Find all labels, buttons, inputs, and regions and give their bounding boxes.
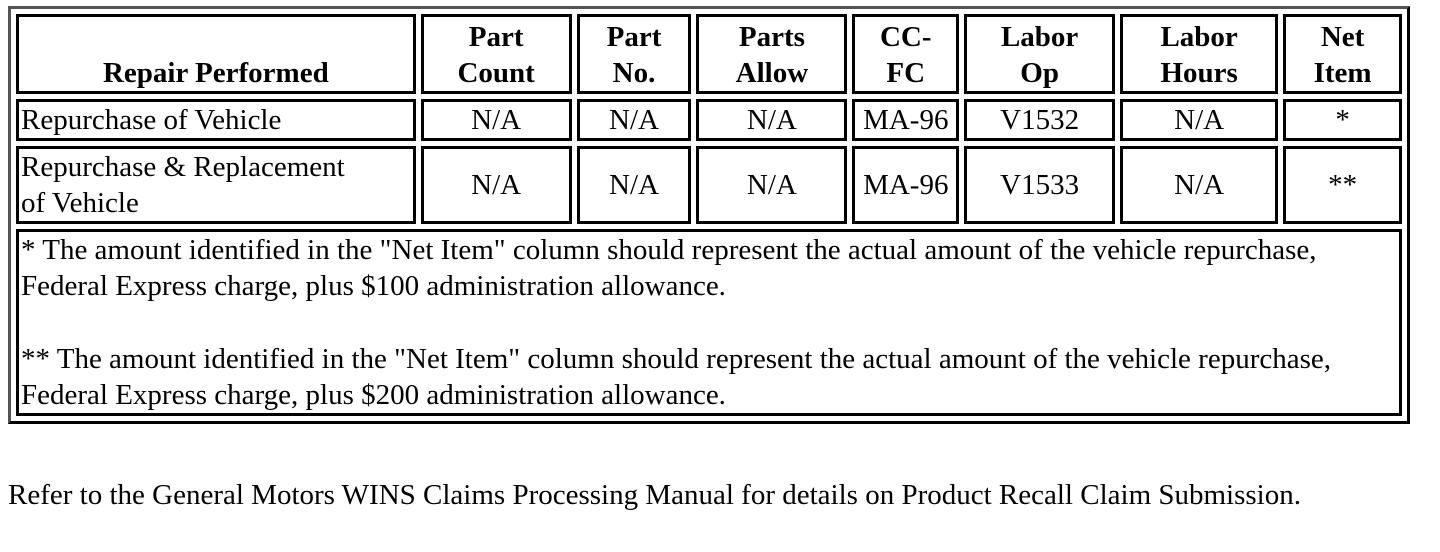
table-row [16,146,1402,224]
net-item-note-single-asterisk: * The amount identified in the "Net Item" column should represent the actual amount of the vehicle repurchase, Federal Express charge, plus $100 administration allowance. [21,234,1317,302]
header-row [16,14,1402,94]
labor-hours-cell: N/A [1120,146,1278,224]
labor-operation-table [8,6,1410,424]
header-part-no: Part No. [577,14,692,94]
header-repair-performed: Repair Performed [16,14,416,94]
notes-row [16,229,1402,416]
header-labor-op: Labor Op [964,14,1115,94]
part-count-cell: N/A [421,146,572,224]
labor-op-cell: V1533 [964,146,1115,224]
cc-fc-cell: MA-96 [852,99,959,141]
parts-allow-cell: N/A [696,99,847,141]
table-row [16,99,1402,141]
header-part-count: Part Count [421,14,572,94]
net-item-note-double-asterisk: ** The amount identified in the "Net Item" column should represent the actual amount of the vehicle repurchase, Federal Express charge, plus $200 administration allowance. [21,343,1331,411]
labor-hours-cell: N/A [1120,99,1278,141]
labor-op-cell: V1532 [964,99,1115,141]
repair-performed-cell: Repurchase of Vehicle [16,99,416,141]
net-item-cell: * [1283,99,1402,141]
repair-performed-cell: Repurchase & Replacement of Vehicle [16,146,416,224]
part-no-cell: N/A [577,146,692,224]
part-count-cell: N/A [421,99,572,141]
notes-cell [16,229,1402,416]
net-item-cell: ** [1283,146,1402,224]
header-cc-fc: CC- FC [852,14,959,94]
cc-fc-cell: MA-96 [852,146,959,224]
claims-manual-reference: Refer to the General Motors WINS Claims Processing Manual for details on Product Recall Claim Submission. [8,479,1301,511]
header-labor-hours: Labor Hours [1120,14,1278,94]
parts-allow-cell: N/A [696,146,847,224]
part-no-cell: N/A [577,99,692,141]
header-parts-allow: Parts Allow [696,14,847,94]
header-net-item: Net Item [1283,14,1402,94]
